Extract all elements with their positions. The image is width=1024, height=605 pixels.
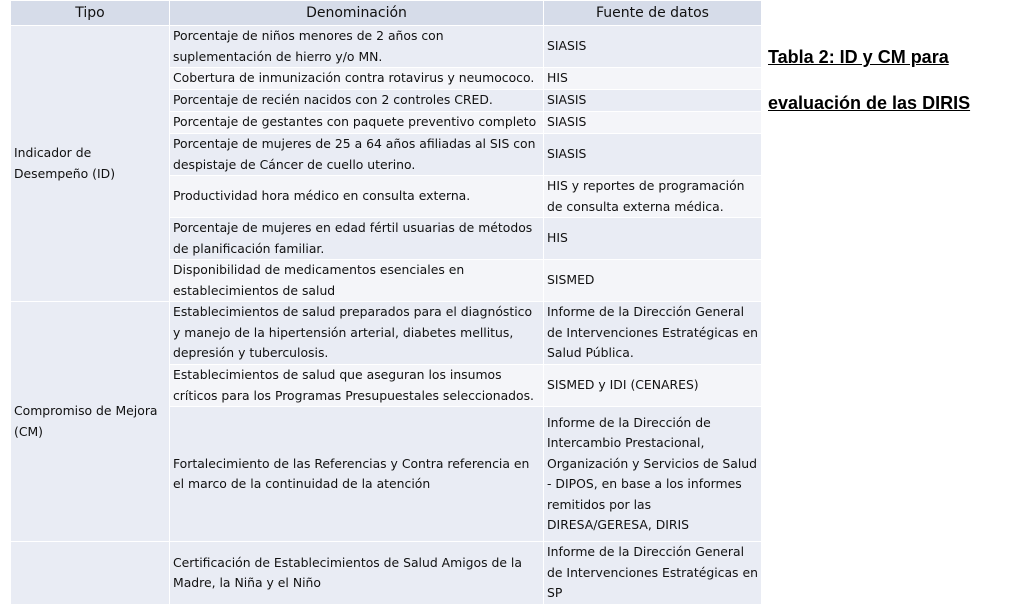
denominacion-cell: Disponibilidad de medicamentos esenciales en establecimientos de salud (170, 260, 544, 302)
fuente-cell: SIASIS (544, 26, 762, 68)
caption-line-1: Tabla 2: ID y CM para (768, 47, 949, 67)
denominacion-cell: Porcentaje de recién nacidos con 2 controles CRED. (170, 90, 544, 112)
fuente-cell: SIASIS (544, 90, 762, 112)
fuente-cell: Informe de la Dirección General de Intervenciones Estratégicas en Salud Pública. (544, 302, 762, 365)
table-header-row (11, 1, 762, 26)
table-caption (768, 34, 1008, 126)
denominacion-cell: Porcentaje de mujeres en edad fértil usuarias de métodos de planificación familiar. (170, 218, 544, 260)
tipo-cell-empty (11, 542, 170, 605)
denominacion-cell: Porcentaje de mujeres de 25 a 64 años afiliadas al SIS con despistaje de Cáncer de cuello uterino. (170, 134, 544, 176)
fuente-cell: HIS (544, 218, 762, 260)
fuente-cell: SIASIS (544, 112, 762, 134)
tipo-cell-cm: Compromiso de Mejora (CM) (11, 302, 170, 542)
table-row (11, 302, 762, 365)
denominacion-cell: Establecimientos de salud preparados para el diagnóstico y manejo de la hipertensión arterial, diabetes mellitus, depresión y tuberculosis. (170, 302, 544, 365)
denominacion-cell: Productividad hora médico en consulta externa. (170, 176, 544, 218)
fuente-cell: HIS (544, 68, 762, 90)
fuente-cell: SISMED y IDI (CENARES) (544, 365, 762, 407)
denominacion-cell: Porcentaje de niños menores de 2 años con suplementación de hierro y/o MN. (170, 26, 544, 68)
denominacion-cell: Porcentaje de gestantes con paquete preventivo completo (170, 112, 544, 134)
header-tipo: Tipo (11, 1, 170, 26)
fuente-cell: Informe de la Dirección General de Intervenciones Estratégicas en SP (544, 542, 762, 605)
tipo-cell-id: Indicador de Desempeño (ID) (11, 26, 170, 302)
fuente-cell: Informe de la Dirección de Intercambio Prestacional, Organización y Servicios de Salud - DIPOS, en base a los informes remitidos por las DIRESA/GERESA, DIRIS (544, 407, 762, 542)
header-fuente: Fuente de datos (544, 1, 762, 26)
header-denominacion: Denominación (170, 1, 544, 26)
data-table (10, 0, 762, 605)
fuente-cell: HIS y reportes de programación de consulta externa médica. (544, 176, 762, 218)
table-row (11, 26, 762, 68)
denominacion-cell: Establecimientos de salud que aseguran los insumos críticos para los Programas Presupuestales seleccionados. (170, 365, 544, 407)
caption-line-2: evaluación de las DIRIS (768, 93, 971, 113)
table-row (11, 542, 762, 605)
fuente-cell: SIASIS (544, 134, 762, 176)
denominacion-cell: Fortalecimiento de las Referencias y Contra referencia en el marco de la continuidad de la atención (170, 407, 544, 542)
denominacion-cell: Certificación de Establecimientos de Salud Amigos de la Madre, la Niña y el Niño (170, 542, 544, 605)
fuente-cell: SISMED (544, 260, 762, 302)
denominacion-cell: Cobertura de inmunización contra rotavirus y neumococo. (170, 68, 544, 90)
